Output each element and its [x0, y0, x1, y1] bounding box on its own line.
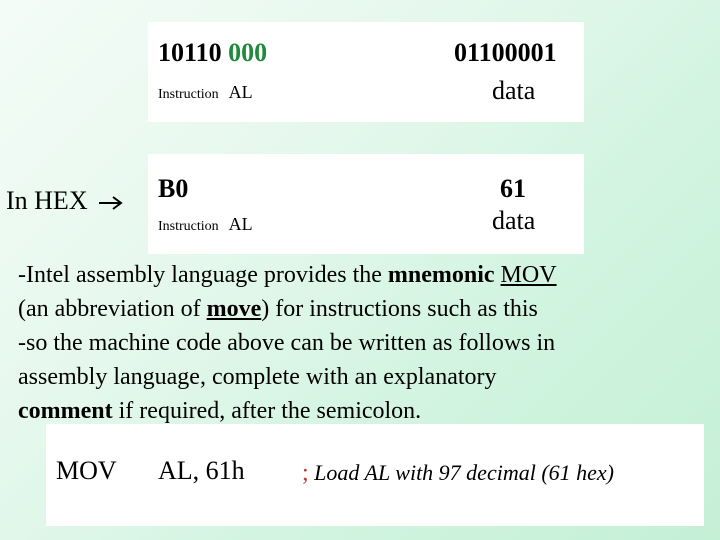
data-label: data	[492, 76, 536, 105]
right-arrow-icon	[98, 195, 124, 216]
text-span: if required, after the semicolon.	[112, 398, 422, 424]
in-hex-label	[6, 186, 124, 216]
explanation-line-5	[18, 394, 708, 428]
hex-value: 61	[500, 174, 526, 203]
comment-text: Load AL with 97 decimal (61 hex)	[308, 460, 615, 485]
opcode-bits: 10110	[158, 38, 222, 67]
hex-opcode: B0	[158, 174, 189, 203]
code-operands: AL, 61h	[158, 456, 245, 485]
in-hex-text: In HEX	[6, 186, 88, 215]
code-comment	[302, 460, 614, 487]
assembly-code-box	[46, 424, 704, 526]
explanation-line-2	[18, 292, 708, 326]
move-term: move	[206, 296, 262, 322]
mov-term: MOV	[500, 262, 557, 288]
explanation-text	[18, 258, 708, 428]
data-label: data	[492, 206, 536, 235]
explanation-line-3: -so the machine code above can be written as follows in	[18, 330, 556, 356]
register-label: AL	[228, 82, 253, 102]
register-bits: 000	[228, 38, 268, 67]
data-bits: 01100001	[454, 38, 557, 67]
text-span: ) for instructions such as this	[261, 296, 538, 322]
mnemonic-term: mnemonic	[387, 262, 495, 288]
text-span: (an abbreviation of	[18, 296, 207, 322]
semicolon: ;	[302, 460, 309, 486]
binary-opcode-caption	[158, 82, 253, 103]
register-label: AL	[228, 214, 253, 234]
comment-term: comment	[18, 398, 113, 424]
code-mnemonic: MOV	[56, 456, 117, 485]
binary-encoding-box	[148, 22, 584, 122]
instruction-label: Instruction	[158, 219, 219, 234]
instruction-label: Instruction	[158, 87, 219, 102]
text-span: -Intel assembly language provides the	[18, 262, 388, 288]
binary-opcode-line	[158, 38, 267, 68]
explanation-line-4: assembly language, complete with an explanatory	[18, 364, 497, 390]
explanation-line-1	[18, 258, 708, 292]
hex-opcode-caption	[158, 214, 253, 235]
hex-encoding-box	[148, 154, 584, 254]
